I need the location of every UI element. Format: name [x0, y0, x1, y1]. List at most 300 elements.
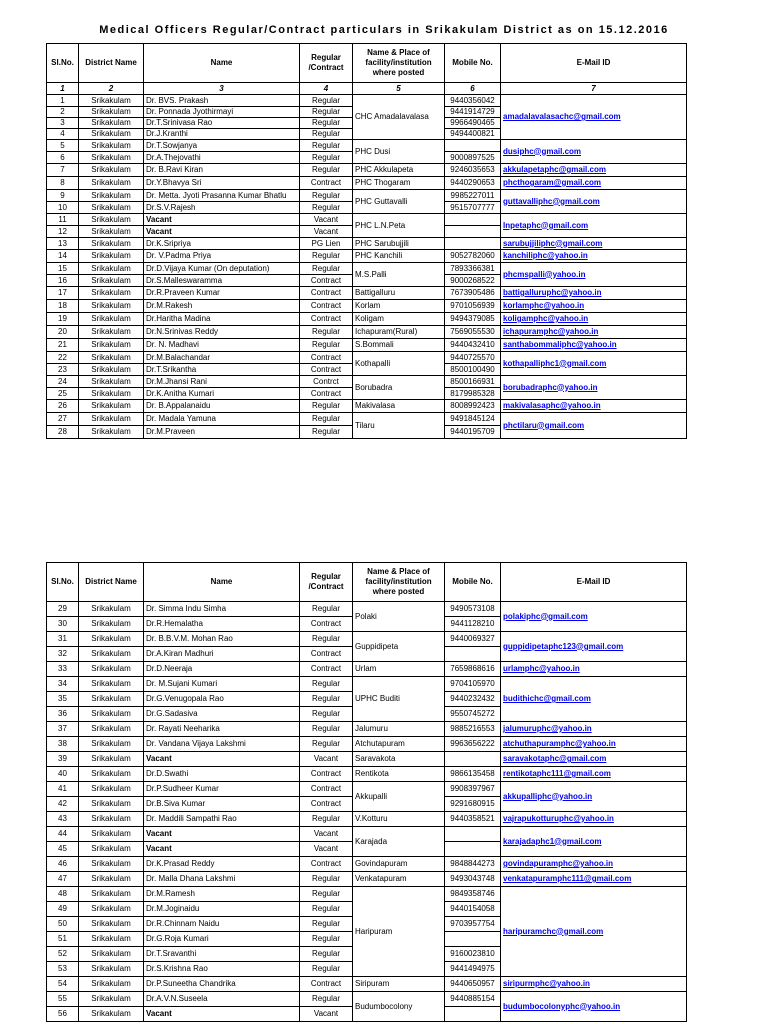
- header-district: District Name: [79, 563, 144, 602]
- district-name: Srikakulam: [79, 887, 144, 902]
- column-number: 2: [79, 83, 144, 95]
- table-row: [47, 752, 687, 767]
- header-row: [47, 44, 687, 83]
- district-name: Srikakulam: [79, 95, 144, 107]
- officer-name: Dr.K.Anitha Kumari: [144, 388, 300, 400]
- header-email: E-Mail ID: [501, 563, 687, 602]
- email-cell: [501, 376, 687, 400]
- district-name: Srikakulam: [79, 872, 144, 887]
- district-name: Srikakulam: [79, 287, 144, 300]
- district-name: Srikakulam: [79, 226, 144, 238]
- employment-status: Regular: [300, 737, 353, 752]
- serial-number: 40: [47, 767, 79, 782]
- mobile-number: 9908397967: [445, 782, 501, 797]
- officer-name: Vacant: [144, 842, 300, 857]
- facility-name: V.Kotturu: [353, 812, 445, 827]
- facility-name: Polaki: [353, 602, 445, 632]
- serial-number: 39: [47, 752, 79, 767]
- header-sl-no: Sl.No.: [47, 44, 79, 83]
- officers-table-1: [46, 43, 687, 439]
- employment-status: Regular: [300, 95, 353, 107]
- mobile-number: 9701056939: [445, 300, 501, 313]
- email-link[interactable]: siripurmphc@yahoo.in: [503, 979, 590, 988]
- officer-name: Dr. M.Sujani Kumari: [144, 677, 300, 692]
- serial-number: 7: [47, 164, 79, 177]
- serial-number: 29: [47, 602, 79, 617]
- header-district: District Name: [79, 44, 144, 83]
- mobile-number: 9000268522: [445, 275, 501, 287]
- serial-number: 36: [47, 707, 79, 722]
- mobile-number: [445, 140, 501, 152]
- mobile-number: 9440154058: [445, 902, 501, 917]
- officer-name: Dr.T.Srikantha: [144, 364, 300, 376]
- header-status: Regular /Contract: [300, 563, 353, 602]
- header-email: E-Mail ID: [501, 44, 687, 83]
- mobile-number: 9160023810: [445, 947, 501, 962]
- table-row: [47, 737, 687, 752]
- district-name: Srikakulam: [79, 300, 144, 313]
- officer-name: Dr.Y.Bhavya Sri: [144, 177, 300, 190]
- officer-name: Dr. Maddili Sampathi Rao: [144, 812, 300, 827]
- facility-name: Ichapuram(Rural): [353, 326, 445, 339]
- employment-status: Contract: [300, 287, 353, 300]
- district-name: Srikakulam: [79, 238, 144, 250]
- officer-name: Dr.P.Sudheer Kumar: [144, 782, 300, 797]
- email-cell: [501, 190, 687, 214]
- table-row: [47, 782, 687, 797]
- email-link[interactable]: budithichc@gmail.com: [503, 694, 591, 703]
- district-name: Srikakulam: [79, 313, 144, 326]
- officer-name: Dr. Metta. Jyoti Prasanna Kumar Bhatlu: [144, 190, 300, 202]
- header-mobile: Mobile No.: [445, 44, 501, 83]
- email-link[interactable]: guttavalliphc@gmail.com: [503, 196, 600, 206]
- serial-number: 8: [47, 177, 79, 190]
- email-link[interactable]: makivalasaphc@yahoo.in: [503, 401, 601, 410]
- header-status: Regular /Contract: [300, 44, 353, 83]
- officer-name: Dr. Rayati Neeharika: [144, 722, 300, 737]
- email-link[interactable]: kothapalliphc1@gmail.com: [503, 358, 607, 368]
- mobile-number: 9848844273: [445, 857, 501, 872]
- mobile-number: 9440195709: [445, 426, 501, 439]
- facility-name: PHC Sarubujjili: [353, 238, 445, 250]
- serial-number: 31: [47, 632, 79, 647]
- district-name: Srikakulam: [79, 932, 144, 947]
- email-link[interactable]: govindapuramphc@yahoo.in: [503, 859, 614, 868]
- employment-status: Regular: [300, 812, 353, 827]
- serial-number: 28: [47, 426, 79, 439]
- table-row: [47, 722, 687, 737]
- table-row: [47, 140, 687, 152]
- email-link[interactable]: lnpetaphc@gmail.com: [503, 220, 589, 230]
- district-name: Srikakulam: [79, 129, 144, 140]
- employment-status: Vacant: [300, 214, 353, 226]
- email-cell: [501, 300, 687, 313]
- email-cell: [501, 992, 687, 1022]
- district-name: Srikakulam: [79, 202, 144, 214]
- email-cell: [501, 263, 687, 287]
- district-name: Srikakulam: [79, 662, 144, 677]
- table-row: [47, 313, 687, 326]
- officer-name: Dr.A.Kiran Madhuri: [144, 647, 300, 662]
- facility-name: Siripuram: [353, 977, 445, 992]
- facility-name: UPHC Buditi: [353, 677, 445, 722]
- email-cell: [501, 767, 687, 782]
- officer-name: Dr.M.Joginaidu: [144, 902, 300, 917]
- mobile-number: [445, 238, 501, 250]
- employment-status: Regular: [300, 152, 353, 164]
- email-cell: [501, 782, 687, 812]
- serial-number: 30: [47, 617, 79, 632]
- email-link[interactable]: haripuramchc@gmail.com: [503, 926, 604, 936]
- district-name: Srikakulam: [79, 977, 144, 992]
- district-name: Srikakulam: [79, 164, 144, 177]
- employment-status: Contract: [300, 177, 353, 190]
- serial-number: 20: [47, 326, 79, 339]
- column-number-row: [47, 83, 687, 95]
- employment-status: Regular: [300, 326, 353, 339]
- serial-number: 55: [47, 992, 79, 1007]
- officer-name: Dr. Vandana Vijaya Lakshmi: [144, 737, 300, 752]
- email-link[interactable]: atchuthapuramphc@yahoo.in: [503, 739, 616, 748]
- employment-status: Regular: [300, 202, 353, 214]
- employment-status: Vacant: [300, 752, 353, 767]
- officer-name: Dr. B.Appalanaidu: [144, 400, 300, 413]
- officer-name: Dr.G.Sadasiva: [144, 707, 300, 722]
- facility-name: Saravakota: [353, 752, 445, 767]
- table-row: [47, 413, 687, 426]
- table-row: [47, 214, 687, 226]
- serial-number: 4: [47, 129, 79, 140]
- serial-number: 27: [47, 413, 79, 426]
- mobile-number: 9515707777: [445, 202, 501, 214]
- serial-number: 32: [47, 647, 79, 662]
- table-row: [47, 300, 687, 313]
- mobile-number: 9052782060: [445, 250, 501, 263]
- email-cell: [501, 752, 687, 767]
- mobile-number: 8179985328: [445, 388, 501, 400]
- email-link[interactable]: akkulapetaphc@gmail.com: [503, 165, 606, 174]
- serial-number: 44: [47, 827, 79, 842]
- email-link[interactable]: amadalavalasachc@gmail.com: [503, 112, 621, 121]
- officer-name: Dr. B.B.V.M. Mohan Rao: [144, 632, 300, 647]
- officer-name: Vacant: [144, 827, 300, 842]
- email-link[interactable]: phcthogaram@gmail.com: [503, 178, 602, 187]
- district-name: Srikakulam: [79, 214, 144, 226]
- serial-number: 15: [47, 263, 79, 275]
- table-row: [47, 238, 687, 250]
- serial-number: 25: [47, 388, 79, 400]
- employment-status: Regular: [300, 902, 353, 917]
- mobile-number: 9440356042: [445, 95, 501, 107]
- mobile-number: 9703957754: [445, 917, 501, 932]
- facility-name: PHC Thogaram: [353, 177, 445, 190]
- employment-status: Contract: [300, 617, 353, 632]
- email-cell: [501, 400, 687, 413]
- officer-name: Dr. V.Padma Priya: [144, 250, 300, 263]
- officer-name: Dr.M.Rakesh: [144, 300, 300, 313]
- facility-name: S.Bommali: [353, 339, 445, 352]
- officer-name: Dr.R.Chinnam Naidu: [144, 917, 300, 932]
- email-link[interactable]: akkupalliphc@yahoo.in: [503, 791, 593, 801]
- officer-name: Dr.R.Hemalatha: [144, 617, 300, 632]
- facility-name: Koligam: [353, 313, 445, 326]
- email-link[interactable]: borubadraphc@yahoo.in: [503, 382, 598, 392]
- mobile-number: 9494400821: [445, 129, 501, 140]
- table-row: [47, 887, 687, 902]
- facility-name: Rentikota: [353, 767, 445, 782]
- district-name: Srikakulam: [79, 677, 144, 692]
- mobile-number: 9885216553: [445, 722, 501, 737]
- district-name: Srikakulam: [79, 1007, 144, 1022]
- district-name: Srikakulam: [79, 107, 144, 118]
- serial-number: 17: [47, 287, 79, 300]
- table-row: [47, 164, 687, 177]
- employment-status: Contract: [300, 797, 353, 812]
- mobile-number: 9440069327: [445, 632, 501, 647]
- facility-name: M.S.Palli: [353, 263, 445, 287]
- email-link[interactable]: urlamphc@yahoo.in: [503, 664, 580, 673]
- facility-name: Battigalluru: [353, 287, 445, 300]
- facility-name: CHC Amadalavalasa: [353, 95, 445, 140]
- email-cell: [501, 339, 687, 352]
- email-link[interactable]: saravakotaphc@gmail.com: [503, 754, 607, 763]
- table-row: [47, 287, 687, 300]
- employment-status: Regular: [300, 722, 353, 737]
- serial-number: 37: [47, 722, 79, 737]
- employment-status: Regular: [300, 190, 353, 202]
- employment-status: Vacant: [300, 1007, 353, 1022]
- email-link[interactable]: rentikotaphc111@gmail.com: [503, 769, 611, 778]
- table-row: [47, 872, 687, 887]
- district-name: Srikakulam: [79, 426, 144, 439]
- mobile-number: 9246035653: [445, 164, 501, 177]
- email-cell: [501, 214, 687, 238]
- facility-name: PHC L.N.Peta: [353, 214, 445, 238]
- table-row: [47, 857, 687, 872]
- officer-name: Dr.M.Praveen: [144, 426, 300, 439]
- officer-name: Dr. Simma Indu Simha: [144, 602, 300, 617]
- employment-status: Vacant: [300, 842, 353, 857]
- district-name: Srikakulam: [79, 376, 144, 388]
- employment-status: Vacant: [300, 226, 353, 238]
- email-link[interactable]: battigalluruphc@yahoo.in: [503, 288, 602, 297]
- officer-name: Dr.B.Siva Kumar: [144, 797, 300, 812]
- mobile-number: 9550745272: [445, 707, 501, 722]
- district-name: Srikakulam: [79, 617, 144, 632]
- district-name: Srikakulam: [79, 737, 144, 752]
- officer-name: Dr.S.Krishna Rao: [144, 962, 300, 977]
- facility-name: Guppidipeta: [353, 632, 445, 662]
- email-cell: [501, 313, 687, 326]
- mobile-number: 9441128210: [445, 617, 501, 632]
- facility-name: Karajada: [353, 827, 445, 857]
- mobile-number: [445, 932, 501, 947]
- serial-number: 22: [47, 352, 79, 364]
- table-row: [47, 977, 687, 992]
- officers-table-2: [46, 562, 687, 1022]
- officer-name: Dr.T.Sravanthi: [144, 947, 300, 962]
- mobile-number: 9491845124: [445, 413, 501, 426]
- district-name: Srikakulam: [79, 190, 144, 202]
- employment-status: Regular: [300, 677, 353, 692]
- serial-number: 56: [47, 1007, 79, 1022]
- serial-number: 23: [47, 364, 79, 376]
- email-cell: [501, 164, 687, 177]
- email-link[interactable]: dusiphc@gmail.com: [503, 146, 582, 156]
- mobile-number: 9441494975: [445, 962, 501, 977]
- employment-status: Contract: [300, 857, 353, 872]
- facility-name: Govindapuram: [353, 857, 445, 872]
- email-link[interactable]: ichapuramphc@yahoo.in: [503, 327, 599, 336]
- district-name: Srikakulam: [79, 812, 144, 827]
- serial-number: 6: [47, 152, 79, 164]
- email-link[interactable]: sarubujjiliphc@gmail.com: [503, 238, 603, 248]
- district-name: Srikakulam: [79, 722, 144, 737]
- email-link[interactable]: polakiphc@gmail.com: [503, 611, 588, 621]
- officer-name: Dr.M.Ramesh: [144, 887, 300, 902]
- email-cell: [501, 887, 687, 977]
- district-name: Srikakulam: [79, 118, 144, 129]
- email-link[interactable]: vajrapukotturuphc@yahoo.in: [503, 814, 614, 823]
- employment-status: Regular: [300, 947, 353, 962]
- employment-status: Contract: [300, 767, 353, 782]
- email-cell: [501, 632, 687, 662]
- officer-name: Dr.R.Praveen Kumar: [144, 287, 300, 300]
- officer-name: Dr.S.Malleswaramma: [144, 275, 300, 287]
- serial-number: 10: [47, 202, 79, 214]
- serial-number: 49: [47, 902, 79, 917]
- table-row: [47, 190, 687, 202]
- serial-number: 11: [47, 214, 79, 226]
- district-name: Srikakulam: [79, 707, 144, 722]
- employment-status: Contract: [300, 313, 353, 326]
- serial-number: 16: [47, 275, 79, 287]
- email-link[interactable]: kanchiliphc@yahoo.in: [503, 251, 588, 260]
- district-name: Srikakulam: [79, 140, 144, 152]
- header-mobile: Mobile No.: [445, 563, 501, 602]
- serial-number: 45: [47, 842, 79, 857]
- email-link[interactable]: guppidipetaphc123@gmail.com: [503, 641, 624, 651]
- district-name: Srikakulam: [79, 947, 144, 962]
- facility-name: PHC Guttavalli: [353, 190, 445, 214]
- mobile-number: [445, 827, 501, 842]
- employment-status: PG Lien: [300, 238, 353, 250]
- email-link[interactable]: jalumuruphc@yahoo.in: [503, 724, 592, 733]
- email-cell: [501, 177, 687, 190]
- facility-name: Atchutapuram: [353, 737, 445, 752]
- email-link[interactable]: korlamphc@yahoo.in: [503, 301, 585, 310]
- mobile-number: 9490573108: [445, 602, 501, 617]
- email-cell: [501, 238, 687, 250]
- email-cell: [501, 140, 687, 164]
- mobile-number: 9493043748: [445, 872, 501, 887]
- table-row: [47, 95, 687, 107]
- email-link[interactable]: koligamphc@yahoo.in: [503, 314, 589, 323]
- mobile-number: 9440432410: [445, 339, 501, 352]
- district-name: Srikakulam: [79, 352, 144, 364]
- employment-status: Regular: [300, 602, 353, 617]
- employment-status: Regular: [300, 263, 353, 275]
- table-row: [47, 250, 687, 263]
- mobile-number: [445, 226, 501, 238]
- header-name: Name: [144, 44, 300, 83]
- mobile-number: 7659868616: [445, 662, 501, 677]
- district-name: Srikakulam: [79, 902, 144, 917]
- email-link[interactable]: budumbocolonyphc@yahoo.in: [503, 1001, 621, 1011]
- serial-number: 53: [47, 962, 79, 977]
- email-link[interactable]: venkatapuramphc111@gmail.com: [503, 874, 632, 883]
- serial-number: 24: [47, 376, 79, 388]
- officer-name: Dr.Haritha Madina: [144, 313, 300, 326]
- district-name: Srikakulam: [79, 767, 144, 782]
- employment-status: Regular: [300, 872, 353, 887]
- employment-status: Regular: [300, 107, 353, 118]
- email-link[interactable]: santhabommaliphc@yahoo.in: [503, 340, 617, 349]
- serial-number: 1: [47, 95, 79, 107]
- email-cell: [501, 662, 687, 677]
- officer-name: Dr.D.Neeraja: [144, 662, 300, 677]
- officer-name: Dr.D.Swathi: [144, 767, 300, 782]
- district-name: Srikakulam: [79, 602, 144, 617]
- column-number: 6: [445, 83, 501, 95]
- district-name: Srikakulam: [79, 413, 144, 426]
- email-cell: [501, 250, 687, 263]
- serial-number: 3: [47, 118, 79, 129]
- employment-status: Contract: [300, 275, 353, 287]
- employment-status: Regular: [300, 426, 353, 439]
- officer-name: Dr. N. Madhavi: [144, 339, 300, 352]
- mobile-number: 9866135458: [445, 767, 501, 782]
- employment-status: Contract: [300, 977, 353, 992]
- serial-number: 34: [47, 677, 79, 692]
- district-name: Srikakulam: [79, 400, 144, 413]
- email-cell: [501, 872, 687, 887]
- mobile-number: 9704105970: [445, 677, 501, 692]
- table-row: [47, 827, 687, 842]
- email-link[interactable]: karajadaphc1@gmail.com: [503, 836, 602, 846]
- email-link[interactable]: phctilaru@gmail.com: [503, 420, 585, 430]
- mobile-number: [445, 214, 501, 226]
- email-cell: [501, 977, 687, 992]
- officer-name: Dr.G.Venugopala Rao: [144, 692, 300, 707]
- employment-status: Regular: [300, 250, 353, 263]
- officer-name: Dr. BVS. Prakash: [144, 95, 300, 107]
- employment-status: Contract: [300, 352, 353, 364]
- officer-name: Dr.D.Vijaya Kumar (On deputation): [144, 263, 300, 275]
- employment-status: Contract: [300, 647, 353, 662]
- employment-status: Contract: [300, 662, 353, 677]
- serial-number: 42: [47, 797, 79, 812]
- email-link[interactable]: phcmspalli@yahoo.in: [503, 269, 586, 279]
- employment-status: Regular: [300, 339, 353, 352]
- facility-name: PHC Kanchili: [353, 250, 445, 263]
- employment-status: Contract: [300, 388, 353, 400]
- facility-name: Borubadra: [353, 376, 445, 400]
- email-cell: [501, 677, 687, 722]
- employment-status: Regular: [300, 707, 353, 722]
- table-row: [47, 376, 687, 388]
- serial-number: 52: [47, 947, 79, 962]
- header-name: Name: [144, 563, 300, 602]
- officer-name: Dr.M.Jhansi Rani: [144, 376, 300, 388]
- serial-number: 9: [47, 190, 79, 202]
- facility-name: Makivalasa: [353, 400, 445, 413]
- table-row: [47, 352, 687, 364]
- serial-number: 46: [47, 857, 79, 872]
- district-name: Srikakulam: [79, 250, 144, 263]
- mobile-number: 9441914729: [445, 107, 501, 118]
- facility-name: Jalumuru: [353, 722, 445, 737]
